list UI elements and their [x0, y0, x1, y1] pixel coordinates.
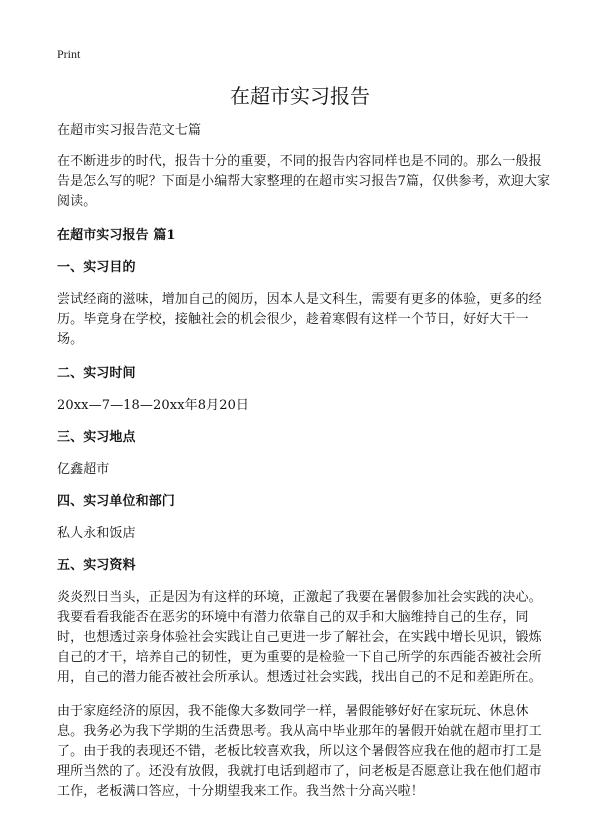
- section-heading-unit: 四、实习单位和部门: [57, 494, 175, 509]
- article-subtitle: 在超市实习报告范文七篇: [57, 123, 202, 138]
- page-title: 在超市实习报告: [230, 84, 370, 108]
- article-body: [57, 121, 553, 816]
- print-link[interactable]: Print: [57, 47, 81, 61]
- section-body-time: 20xx—7—18—20xx年8月20日: [57, 398, 250, 413]
- section-heading-time: 二、实习时间: [57, 366, 136, 381]
- closing-paragraph: 由于家庭经济的原因，我不能像大多数同学一样，暑假能够好好在家玩玩、休息休息。我务必为我下学期的生活费思考。我从高中毕业那年的暑假开始就在超市里打工了。由于我的表现还不错，老板比较喜欢我，所以这个暑假答应我在他的超市打工是理所当然的了。还没有放假，我就打电话到超市了，问老板是否愿意让我在他们超市工作，老板满口答应，十分期望我来工作。我当然十分高兴啦！: [57, 704, 542, 799]
- section-body-purpose: 尝试经商的滋味，增加自己的阅历，因本人是文科生，需要有更多的体验，更多的经历。毕竟身在学校，接触社会的机会很少，趁着寒假有这样一个节日，好好大干一场。: [57, 292, 542, 347]
- section-heading-content: 五、实习资料: [57, 558, 136, 573]
- intro-paragraph: 在不断进步的时代，报告十分的重要，不同的报告内容同样也是不同的。那么一般报告是怎么写的呢？下面是小编帮大家整理的在超市实习报告7篇，仅供参考，欢迎大家阅读。: [57, 154, 551, 209]
- section-body-location: 亿鑫超市: [57, 462, 110, 477]
- section-body-content: 炎炎烈日当头，正是因为有这样的环境，正激起了我要在暑假参加社会实践的决心。我要看看我能否在恶劣的环境中有潜力依靠自己的双手和大脑维持自己的生存，同时，也想透过亲身体验社会实践让自己更进一步了解社会，在实践中增长见识，锻炼自己的才干，培养自己的韧性，更为重要的是检验一下自己所学的东西能否被社会所用，自己的潜力能否被社会所承认。想透过社会实践，找出自己的不足和差距所在。: [57, 590, 542, 685]
- article-heading: 在超市实习报告 篇1: [57, 228, 176, 243]
- section-heading-purpose: 一、实习目的: [57, 260, 136, 275]
- section-heading-location: 三、实习地点: [57, 430, 136, 445]
- section-body-unit: 私人永和饭店: [57, 526, 136, 541]
